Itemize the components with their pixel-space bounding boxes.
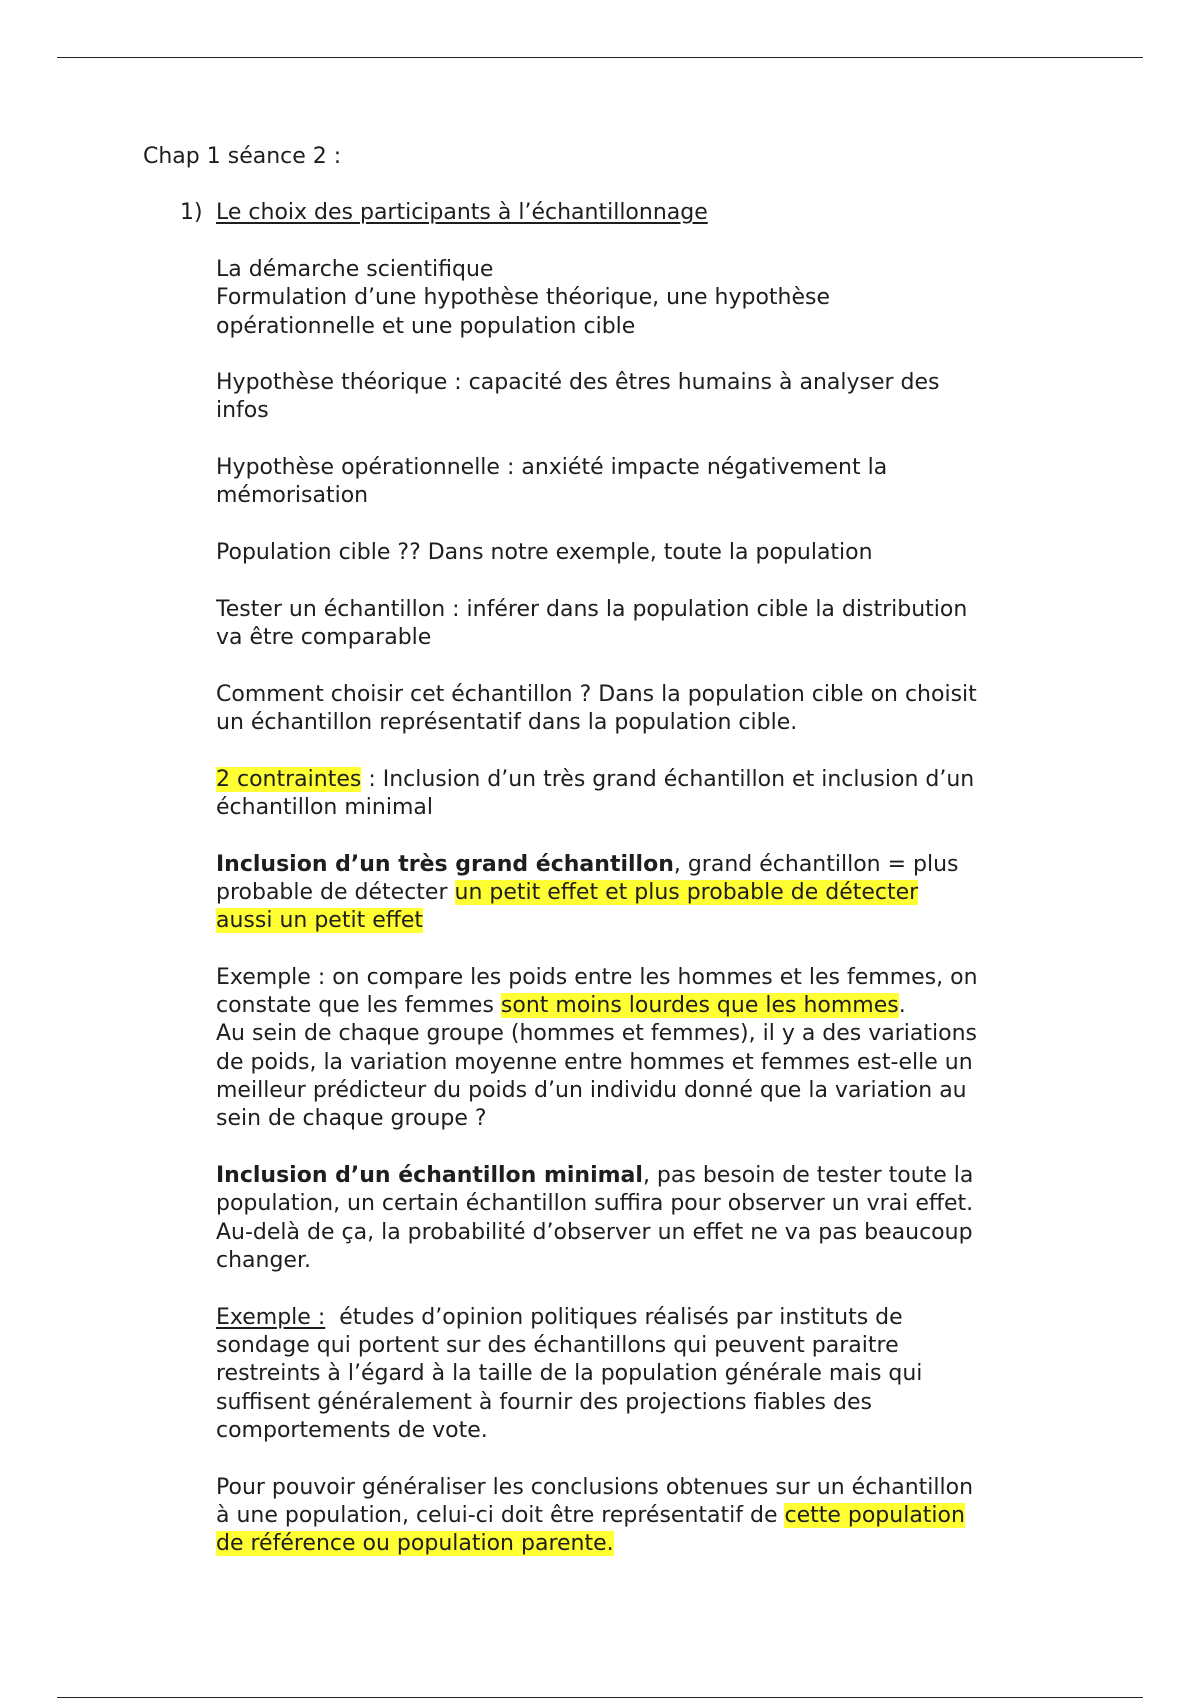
- p7-line1: [216, 766, 974, 794]
- p1-line1: La démarche scientifique: [216, 257, 494, 282]
- p9-line2-end: .: [898, 993, 906, 1018]
- p11-line2: sondage qui portent sur des échantillons qui peuvent paraitre: [216, 1333, 899, 1358]
- p10-line3: Au-delà de ça, la probabilité d’observer un effet ne va pas beaucoup: [216, 1220, 973, 1245]
- p8-line2: [216, 879, 918, 907]
- p9-line5: meilleur prédicteur du poids d’un individu donné que la variation au: [216, 1078, 967, 1103]
- p7-line1-rest: : Inclusion d’un très grand échantillon et inclusion d’un: [361, 767, 975, 792]
- underlined-label: Exemple :: [216, 1305, 326, 1330]
- p7-line2: échantillon minimal: [216, 795, 433, 820]
- highlight: cette population: [784, 1503, 965, 1528]
- bold-term: Inclusion d’un très grand échantillon: [216, 852, 674, 877]
- p8-line1-rest: , grand échantillon = plus: [673, 852, 959, 877]
- p5-line2: va être comparable: [216, 625, 432, 650]
- highlight: 2 contraintes: [216, 767, 362, 792]
- p11-line1-rest: études d’opinion politiques réalisés par instituts de: [325, 1305, 903, 1330]
- p6-line1: Comment choisir cet échantillon ? Dans la population cible on choisit: [216, 682, 977, 707]
- p11-line3: restreints à l’égard à la taille de la population générale mais qui: [216, 1361, 923, 1386]
- p6-line2: un échantillon représentatif dans la population cible.: [216, 710, 798, 735]
- p5-line1: Tester un échantillon : inférer dans la population cible la distribution: [216, 597, 968, 622]
- p10-line2: population, un certain échantillon suffira pour observer un vrai effet.: [216, 1191, 974, 1216]
- p1-line3: opérationnelle et une population cible: [216, 314, 636, 339]
- p9-line2-plain: constate que les femmes: [216, 993, 501, 1018]
- p3-line1: Hypothèse opérationnelle : anxiété impacte négativement la: [216, 455, 888, 480]
- p9-line3: Au sein de chaque groupe (hommes et femmes), il y a des variations: [216, 1021, 978, 1046]
- highlight: de référence ou population parente.: [216, 1531, 614, 1556]
- highlight: sont moins lourdes que les hommes: [500, 993, 899, 1018]
- p10-line1: [216, 1162, 973, 1190]
- bold-term: Inclusion d’un échantillon minimal: [216, 1163, 643, 1188]
- section-number: 1): [180, 200, 203, 225]
- p3-line2: mémorisation: [216, 483, 369, 508]
- p11-line5: comportements de vote.: [216, 1418, 488, 1443]
- p11-line4: suffisent généralement à fournir des projections fiables des: [216, 1390, 872, 1415]
- p9-line4: de poids, la variation moyenne entre hommes et femmes est-elle un: [216, 1050, 973, 1075]
- highlight: aussi un petit effet: [216, 908, 424, 933]
- p9-line1: Exemple : on compare les poids entre les hommes et les femmes, on: [216, 965, 978, 990]
- p12-line1: Pour pouvoir généraliser les conclusions obtenues sur un échantillon: [216, 1475, 974, 1500]
- chapter-title: Chap 1 séance 2 :: [143, 144, 342, 169]
- p12-line3: [216, 1530, 614, 1558]
- p8-line1: [216, 851, 959, 879]
- p4-line1: Population cible ?? Dans notre exemple, toute la population: [216, 540, 873, 565]
- p10-line1-rest: , pas besoin de tester toute la: [642, 1163, 974, 1188]
- p12-line2-plain: à une population, celui-ci doit être représentatif de: [216, 1503, 785, 1528]
- p9-line2: [216, 992, 906, 1020]
- top-rule: [57, 57, 1143, 58]
- p2-line1: Hypothèse théorique : capacité des êtres humains à analyser des: [216, 370, 940, 395]
- p9-line6: sein de chaque groupe ?: [216, 1106, 487, 1131]
- p1-line2: Formulation d’une hypothèse théorique, une hypothèse: [216, 285, 831, 310]
- highlight: un petit effet et plus probable de détecter: [454, 880, 919, 905]
- p2-line2: infos: [216, 398, 269, 423]
- p10-line4: changer.: [216, 1248, 311, 1273]
- p12-line2: [216, 1502, 965, 1530]
- p8-line3: [216, 907, 423, 935]
- p11-line1: [216, 1304, 903, 1332]
- section-title: Le choix des participants à l’échantillonnage: [216, 200, 708, 225]
- p8-line2-plain: probable de détecter: [216, 880, 455, 905]
- bottom-rule: [57, 1697, 1143, 1698]
